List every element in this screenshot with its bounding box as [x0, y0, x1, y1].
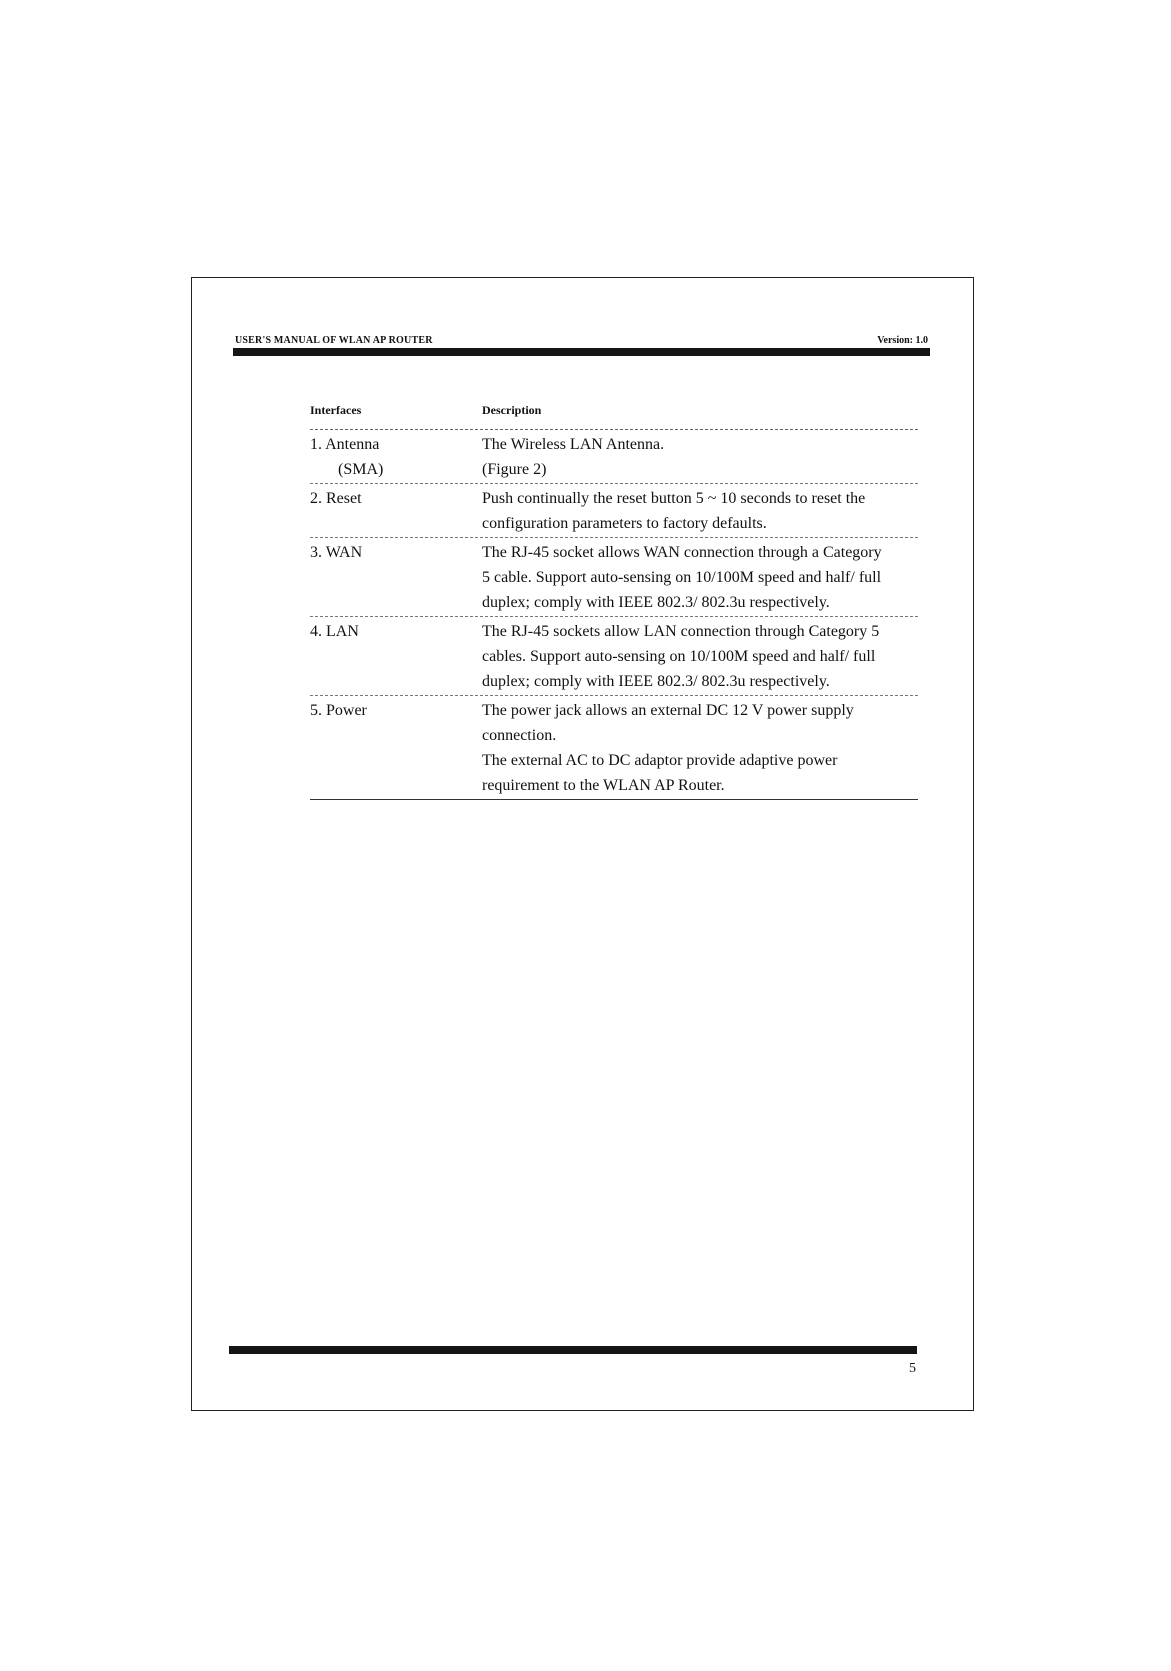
interface-label: 3. WAN [310, 544, 363, 561]
description-line: duplex; comply with IEEE 802.3/ 802.3u respectively. [482, 673, 830, 690]
description-cell [482, 486, 918, 536]
version-label: Version: 1.0 [877, 335, 928, 346]
interface-label: 1. Antenna [310, 436, 380, 453]
description-line: The RJ-45 sockets allow LAN connection through Category 5 [482, 623, 880, 640]
interface-cell [310, 432, 482, 482]
description-cell [482, 698, 918, 798]
description-line: Push continually the reset button 5 ~ 10 seconds to reset the [482, 490, 866, 507]
description-column-header: Description [482, 403, 542, 417]
interface-cell [310, 486, 482, 536]
table-row-power [310, 696, 918, 800]
interface-cell [310, 698, 482, 798]
description-line: connection. [482, 727, 557, 744]
interface-cell [310, 619, 482, 694]
description-cell [482, 432, 918, 482]
description-line: The external AC to DC adaptor provide adaptive power [482, 752, 838, 769]
description-cell [482, 619, 918, 694]
interfaces-column-header: Interfaces [310, 403, 362, 417]
description-line: 5 cable. Support auto-sensing on 10/100M speed and half/ full [482, 569, 882, 586]
description-line: configuration parameters to factory defaults. [482, 515, 767, 532]
interface-sublabel: (SMA) [338, 461, 384, 478]
interface-label: 2. Reset [310, 490, 362, 507]
description-line: cables. Support auto-sensing on 10/100M speed and half/ full [482, 648, 876, 665]
table-row-antenna [310, 430, 918, 484]
manual-title: USER'S MANUAL OF WLAN AP ROUTER [235, 335, 433, 346]
header-rule [233, 348, 930, 356]
interface-label: 5. Power [310, 702, 367, 719]
table-row-reset [310, 484, 918, 538]
description-line: (Figure 2) [482, 461, 547, 478]
table-row-wan [310, 538, 918, 617]
description-line: The RJ-45 socket allows WAN connection through a Category [482, 544, 882, 561]
description-line: duplex; comply with IEEE 802.3/ 802.3u respectively. [482, 594, 830, 611]
description-line: The Wireless LAN Antenna. [482, 436, 665, 453]
description-cell [482, 540, 918, 615]
description-line: The power jack allows an external DC 12 V power supply [482, 702, 854, 719]
description-line: requirement to the WLAN AP Router. [482, 777, 725, 794]
interface-label: 4. LAN [310, 623, 359, 640]
page-number: 5 [909, 1361, 916, 1376]
interface-cell [310, 540, 482, 615]
interfaces-table [310, 398, 918, 800]
footer-rule [229, 1346, 917, 1354]
table-row-lan [310, 617, 918, 696]
table-header-row [310, 398, 918, 430]
